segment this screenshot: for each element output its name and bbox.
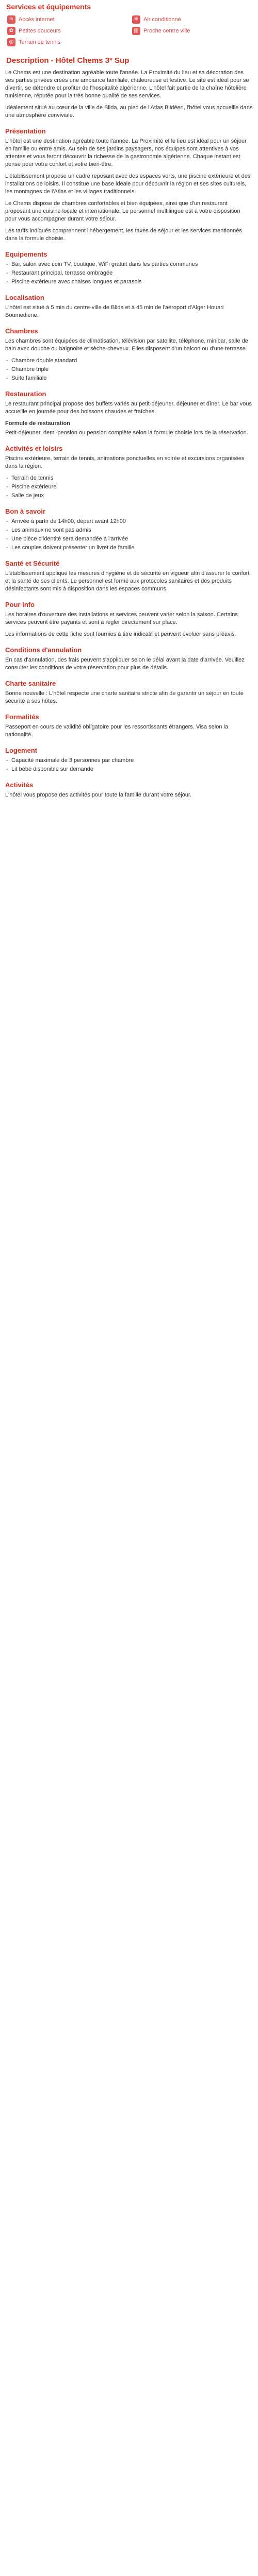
snowflake-icon: ❄ bbox=[132, 15, 140, 24]
activites-list bbox=[5, 474, 253, 500]
tennis-icon: ◎ bbox=[7, 38, 15, 46]
list-item: - Arrivée à partir de 14h00, départ avant 12h00 bbox=[5, 518, 253, 526]
chambres-title: Chambres bbox=[5, 327, 38, 335]
charte-title: Charte sanitaire bbox=[5, 680, 56, 687]
equipements-list bbox=[5, 261, 253, 286]
info-paragraph: Les horaires d'ouverture des installations et services peuvent varier selon la saison. Certains services peuvent être payants et sont à régler directement sur place. bbox=[5, 612, 238, 625]
list-item: - Piscine extérieure bbox=[5, 483, 253, 491]
chambres-list bbox=[5, 357, 253, 382]
presentation-paragraph: L'établissement propose un cadre reposant avec des espaces verts, une piscine extérieure et des installations de loisirs. Il constitue une base idéale pour découvrir la région et ses sites culturels, les montagnes de l'Atlas et les villages traditionnels. bbox=[5, 173, 251, 195]
restauration-text: Le restaurant principal propose des buffets variés au petit-déjeuner, déjeuner et dîner. Le bar vous accueille en journée pour des boissons chaudes et fraîches. bbox=[5, 401, 252, 415]
list-item: - Les couples doivent présenter un livret de famille bbox=[5, 544, 253, 552]
list-item: - Les animaux ne sont pas admis bbox=[5, 527, 253, 534]
list-item: - Capacité maximale de 3 personnes par chambre bbox=[5, 757, 253, 765]
bon-savoir-list bbox=[5, 518, 253, 552]
intro-paragraph: Le Chems est une destination agréable toute l'année. La Proximité du lieu et sa décoration des ses parties privées créés une ambiance familiale, chaleureuse et festive. Le site est idéal pour se divertir, se détendre et profiter de l'hospitalité algérienne. L'hôtel fait partie de la chaîne hôtelière tunisienne, réputée pour la très bonne qualité de ses services. bbox=[5, 70, 249, 99]
service-item bbox=[7, 27, 126, 35]
activites-title: Activités et loisirs bbox=[5, 445, 63, 452]
service-label: Petites douceurs bbox=[19, 27, 61, 34]
bon-savoir-title: Bon à savoir bbox=[5, 507, 46, 515]
activites-text: Piscine extérieure, terrain de tennis, animations ponctuelles en soirée et excursions organisées dans la région. bbox=[5, 455, 245, 469]
presentation-title: Présentation bbox=[5, 127, 46, 135]
wifi-icon: ≋ bbox=[7, 15, 15, 24]
info-title: Pour info bbox=[5, 601, 35, 608]
sante-text: L'établissement applique les mesures d'hygiène et de sécurité en vigueur afin d'assurer le confort et la santé de ses clients. Le personnel est formé aux protocoles sanitaires et des produits désinfectants sont mis à disposition dans les espaces communs. bbox=[5, 570, 250, 592]
activites-final-title: Activités bbox=[5, 781, 34, 789]
service-label: Proche centre ville bbox=[143, 27, 190, 34]
restauration-subtext: Petit-déjeuner, demi-pension ou pension complète selon la formule choisie lors de la réservation. bbox=[5, 430, 248, 436]
conditions-title: Conditions d'annulation bbox=[5, 646, 82, 654]
presentation-paragraph: L'hôtel est une destination agréable toute l'année. La Proximité et le lieu est idéal pour un séjour en famille ou entre amis. Au sein de ses jardins paysagers, nos équipes sont attentives à vos attentes et vous feront découvrir la richesse de la gastronomie algérienne. Chaque instant est pensé pour votre confort et votre bien-être. bbox=[5, 138, 247, 167]
service-item bbox=[132, 27, 251, 35]
activites-final-text: L'hôtel vous propose des activités pour toute la famille durant votre séjour. bbox=[5, 792, 192, 798]
service-label: Terrain de tennis bbox=[19, 39, 61, 45]
localisation-title: Localisation bbox=[5, 294, 44, 301]
page bbox=[0, 2, 258, 814]
list-item: - Chambre triple bbox=[5, 366, 253, 374]
service-item bbox=[132, 15, 251, 24]
logement-title: Logement bbox=[5, 747, 38, 754]
service-item bbox=[7, 15, 126, 24]
equipements-title: Equipements bbox=[5, 250, 47, 258]
presentation-paragraph: Le Chems dispose de chambres confortables et bien équipées, ainsi que d'un restaurant proposant une cuisine locale et internationale. Le personnel multilingue est à votre disposition pour vous accompagner durant votre séjour. bbox=[5, 200, 240, 222]
sante-title: Santé et Sécurité bbox=[5, 560, 60, 567]
services-grid bbox=[5, 14, 253, 50]
services-title: Services et équipements bbox=[6, 3, 91, 11]
service-label: Air conditionné bbox=[143, 16, 181, 23]
info-paragraph: Les informations de cette fiche sont fournies à titre indicatif et peuvent évoluer sans préavis. bbox=[5, 631, 236, 637]
hotel-title: Description - Hôtel Chems 3* Sup bbox=[6, 56, 130, 65]
logement-list bbox=[5, 757, 253, 773]
service-label: Accès internet bbox=[19, 16, 55, 23]
charte-text: Bonne nouvelle : L'hôtel respecte une charte sanitaire stricte afin de garantir un séjour en toute sécurité à ses hôtes. bbox=[5, 690, 244, 704]
list-item: - Une pièce d'identité sera demandée à l'arrivée bbox=[5, 535, 253, 543]
gift-icon: ✿ bbox=[7, 27, 15, 35]
list-item: - Lit bébé disponible sur demande bbox=[5, 766, 253, 773]
tarifs-note: Les tarifs indiqués comprennent l'hébergement, les taxes de séjour et les services mentionnés dans la formule choisie. bbox=[5, 228, 242, 242]
services-section bbox=[5, 2, 253, 50]
list-item: - Bar, salon avec coin TV, boutique, WiFi gratuit dans les parties communes bbox=[5, 261, 253, 268]
building-icon: ▥ bbox=[132, 27, 140, 35]
list-item: - Suite familiale bbox=[5, 375, 253, 382]
formalites-title: Formalités bbox=[5, 713, 39, 721]
list-item: - Salle de jeux bbox=[5, 492, 253, 500]
formalites-text: Passeport en cours de validité obligatoire pour les ressortissants étrangers. Visa selon la nationalité. bbox=[5, 724, 229, 738]
list-item: - Chambre double standard bbox=[5, 357, 253, 365]
intro-paragraph: Idéalement situé au cœur de la ville de Blida, au pied de l'Atlas Blidéen, l'hôtel vous accueille dans une atmosphère conviviale. bbox=[5, 105, 253, 118]
service-item bbox=[7, 38, 126, 46]
list-item: - Terrain de tennis bbox=[5, 474, 253, 482]
restauration-subtitle: Formule de restauration bbox=[5, 420, 70, 427]
localisation-text: L'hôtel est situé à 5 min du centre-ville de Blida et à 45 min de l'aéroport d'Alger Houari Boumediene. bbox=[5, 304, 224, 318]
list-item: - Restaurant principal, terrasse ombragée bbox=[5, 269, 253, 277]
list-item: - Piscine extérieure avec chaises longues et parasols bbox=[5, 278, 253, 286]
chambres-text: Les chambres sont équipées de climatisation, télévision par satellite, téléphone, minibar, salle de bain avec douche ou baignoire et sèche-cheveux. Elles disposent d'un balcon ou d'une terrasse. bbox=[5, 338, 248, 352]
restauration-title: Restauration bbox=[5, 390, 46, 398]
conditions-text: En cas d'annulation, des frais peuvent s'appliquer selon le délai avant la date d'arrivée. Veuillez consulter les conditions de votre réservation pour plus de détails. bbox=[5, 657, 245, 671]
